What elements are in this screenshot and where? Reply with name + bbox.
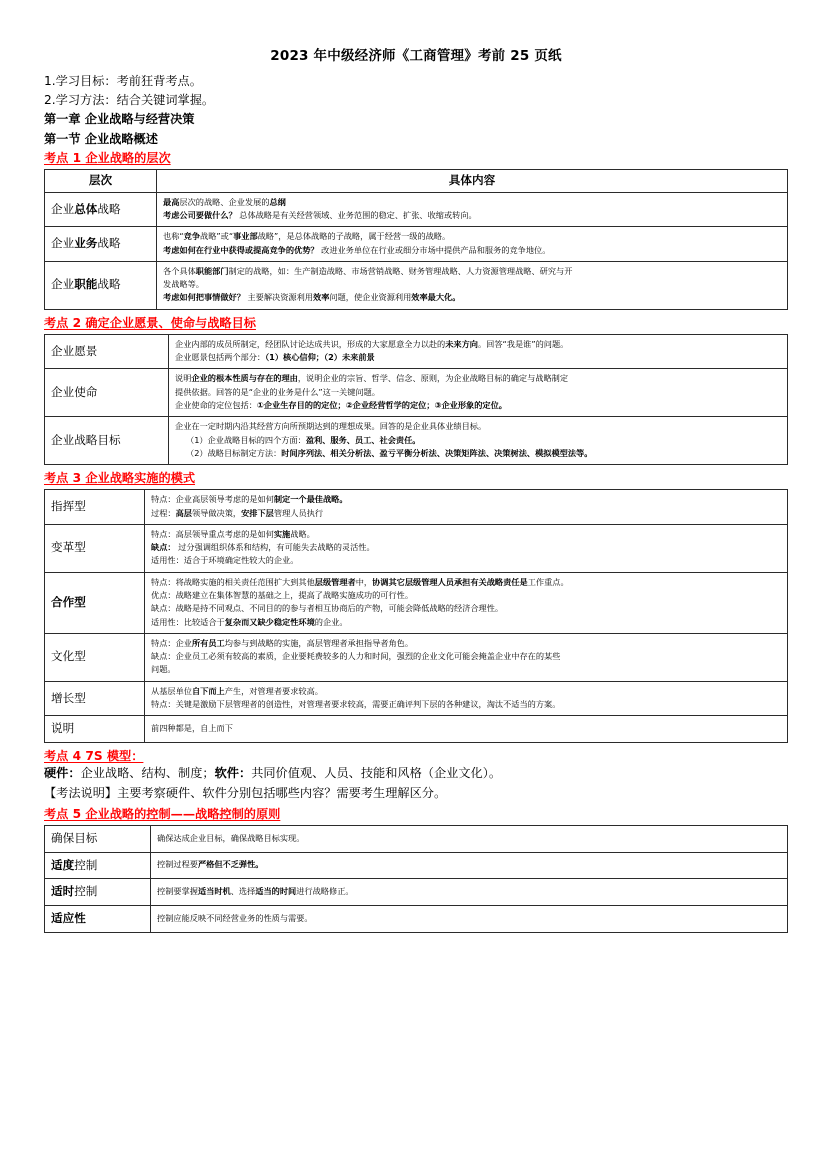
content-line: 说明企业的根本性质与存在的理由，说明企业的宗旨、哲学、信念、原则，为企业战略目标的确定与战略制定 [175, 373, 569, 384]
keypoint-4-heading-text: 考点 4 7S 模型： [44, 749, 144, 764]
row-content [157, 192, 788, 227]
row-content [145, 524, 788, 572]
row-content [169, 417, 788, 465]
keypoint-3-table [44, 489, 788, 743]
row-label: 企业业务战略 [45, 227, 157, 262]
chapter-heading: 第一章 企业战略与经营决策 [44, 112, 195, 127]
row-label: 企业使命 [45, 369, 169, 417]
keypoint-1-table [44, 169, 788, 310]
row-content [145, 716, 788, 743]
content-line: 优点：战略建立在集体智慧的基础之上，提高了战略实施成功的可行性。 [151, 590, 414, 601]
content-line: 缺点： 过分强调组织体系和结构，有可能失去战略的灵活性。 [151, 542, 375, 553]
row-content [145, 681, 788, 716]
content-line: 过程：高层领导做决策，安排下层管理人员执行 [151, 507, 324, 518]
table-row [45, 334, 788, 369]
keypoint-1-heading-text: 考点 1 企业战略的层次 [44, 150, 171, 165]
keypoint-2-heading [44, 317, 788, 329]
row-content [145, 572, 788, 633]
content-line: 特点：企业所有员工均参与到战略的实施，高层管理者承担指导者角色。 [151, 637, 414, 648]
table-row [45, 879, 788, 906]
row-content [151, 852, 788, 879]
content-line: 适用性：比较适合于复杂而又缺少稳定性环境的企业。 [151, 616, 348, 627]
content-line: （1）企业战略目标的四个方面：盈利、服务、员工、社会责任。 [186, 434, 421, 445]
content-line: 考虑公司要做什么？ 总体战略是有关经营领域、业务范围的稳定、扩张、收缩或转向。 [163, 209, 477, 220]
content-line: 考虑如何在行业中获得或提高竞争的优势？ 改进业务单位在行业或细分市场中提供产品和服务的竞争地位。 [163, 244, 551, 255]
content-line: 也称“竞争战略”或“事业部战略”，是总体战略的子战略，属于经营一级的战略。 [163, 231, 451, 242]
row-content [145, 490, 788, 525]
content-line: 缺点：企业员工必须有较高的素质，企业要耗费较多的人力和时间，强烈的企业文化可能会掩盖企业中存在的某些 [151, 651, 561, 662]
row-label: 企业愿景 [45, 334, 169, 369]
keypoint-5-heading-text: 考点 5 企业战略的控制——战略控制的原则 [44, 806, 281, 821]
keypoint-2-table [44, 334, 788, 465]
content-line: 各个具体职能部门制定的战略，如：生产制造战略、市场营销战略、财务管理战略、人力资源管理战略、研究与开 [163, 265, 573, 276]
row-label: 适时控制 [45, 879, 151, 906]
content-line: 缺点：战略是持不同观点、不同目的的参与者相互协商后的产物，可能会降低战略的经济合理性。 [151, 603, 504, 614]
content-line: 控制应能反映不同经营业务的性质与需要。 [157, 912, 313, 923]
content-line: （2）战略目标制定方法：时间序列法、相关分析法、盈亏平衡分析法、决策矩阵法、决策树法、模拟模型法等。 [186, 447, 593, 458]
row-label: 确保目标 [45, 825, 151, 852]
table-row [45, 524, 788, 572]
content-line: 提供依据。回答的是“企业的业务是什么”这一关键问题。 [175, 386, 380, 397]
content-line: 特点：高层领导重点考虑的是如何实施战略。 [151, 528, 315, 539]
content-line: 最高层次的战略、企业发展的总纲 [163, 196, 286, 207]
table-row [45, 906, 788, 933]
row-label: 变革型 [45, 524, 145, 572]
row-content [157, 227, 788, 262]
intro-line-2: 2.学习方法：结合关键词掌握。 [44, 93, 215, 108]
keypoint-5-table [44, 825, 788, 933]
keypoint-5-heading [44, 808, 788, 820]
row-content [151, 825, 788, 852]
section-heading: 第一节 企业战略概述 [44, 131, 158, 146]
content-line: 企业愿景包括两个部分：（1）核心信仰；（2）未来前景 [175, 352, 375, 363]
table-row [45, 261, 788, 309]
content-line: 前四种都是，自上而下 [151, 723, 233, 734]
content-line: 考虑如何把事情做好？ 主要解决资源利用效率问题，使企业资源利用效率最大化。 [163, 292, 461, 303]
content-line: 特点：企业高层领导考虑的是如何制定一个最佳战略。 [151, 494, 348, 505]
row-label: 适应性 [45, 906, 151, 933]
keypoint-1-heading [44, 152, 788, 164]
table-row [45, 633, 788, 681]
content-line: 控制过程要严格但不乏弹性。 [157, 859, 264, 870]
row-content [169, 369, 788, 417]
content-line: 特点：关键是激励下层管理者的创造性，对管理者要求较高，需要正确评判下层的各种建议，淘汰不适当的方案。 [151, 698, 561, 709]
content-line: 特点：将战略实施的相关责任范围扩大到其他层级管理者中，协调其它层级管理人员承担有关战略责任是工作重点。 [151, 576, 569, 587]
table-row [45, 852, 788, 879]
table-row [45, 572, 788, 633]
row-label: 企业职能战略 [45, 261, 157, 309]
table-row [45, 490, 788, 525]
row-content [151, 906, 788, 933]
column-header-level: 层次 [45, 169, 157, 192]
content-line: 发战略等。 [163, 279, 204, 290]
row-label: 增长型 [45, 681, 145, 716]
content-line: 问题。 [151, 664, 176, 675]
row-content [157, 261, 788, 309]
content-line: 企业使命的定位包括：①企业生存目的的定位；②企业经营哲学的定位；③企业形象的定位。 [175, 400, 507, 410]
table-row [45, 192, 788, 227]
content-line: 确保达成企业目标，确保战略目标实现。 [157, 832, 305, 843]
table-row [45, 369, 788, 417]
keypoint-3-heading-text: 考点 3 企业战略实施的模式 [44, 471, 196, 486]
row-label: 文化型 [45, 633, 145, 681]
page-title: 2023 年中级经济师《工商管理》考前 25 页纸 [270, 48, 562, 64]
content-line: 企业内部的成员所制定，经团队讨论达成共识，形成的大家愿意全力以赴的未来方向。回答“我是谁”的问题。 [175, 338, 569, 349]
content-line: 适用性：适合于环境确定性较大的企业。 [151, 555, 299, 566]
row-label: 指挥型 [45, 490, 145, 525]
content-line: 控制要掌握适当时机、选择适当的时间进行战略修正。 [157, 886, 354, 897]
keypoint-2-heading-text: 考点 2 确定企业愿景、使命与战略目标 [44, 315, 256, 330]
row-label: 适度控制 [45, 852, 151, 879]
row-content [169, 334, 788, 369]
row-label: 企业总体战略 [45, 192, 157, 227]
table-row [45, 825, 788, 852]
column-header-content: 具体内容 [157, 169, 788, 192]
content-line: 从基层单位自下而上产生，对管理者要求较高。 [151, 685, 323, 696]
intro-line-1: 1.学习目标：考前狂背考点。 [44, 73, 202, 88]
keypoint-4-paragraph-1: 硬件：企业战略、结构、制度；软件：共同价值观、人员、技能和风格（企业文化）。 [44, 766, 502, 781]
row-content [145, 633, 788, 681]
row-label: 说明 [45, 716, 145, 743]
table-row [45, 716, 788, 743]
keypoint-4-heading [44, 750, 788, 762]
content-line: 企业在一定时期内沿其经营方向所预期达到的理想成果。回答的是企业具体业绩目标。 [175, 421, 487, 432]
table-header-row [45, 169, 788, 192]
keypoint-4-paragraph-2: 【考法说明】主要考察硬件、软件分别包括哪些内容？需要考生理解区分。 [44, 786, 447, 801]
table-row [45, 417, 788, 465]
row-label: 企业战略目标 [45, 417, 169, 465]
keypoint-3-heading [44, 472, 788, 484]
table-row [45, 681, 788, 716]
table-row [45, 227, 788, 262]
row-content [151, 879, 788, 906]
row-label: 合作型 [45, 572, 145, 633]
